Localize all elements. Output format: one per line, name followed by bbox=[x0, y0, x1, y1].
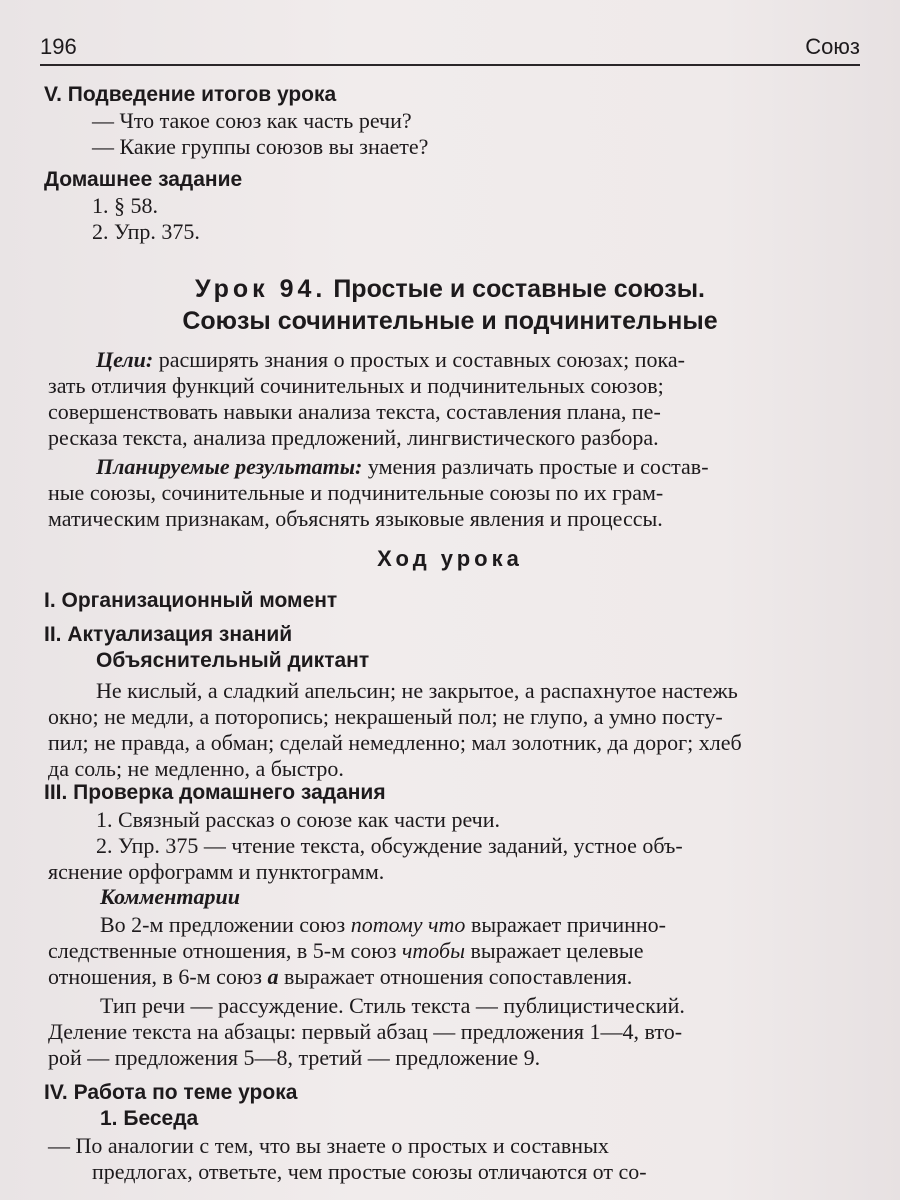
dictation-line-4: да соль; не медленно, а быстро. bbox=[48, 756, 344, 781]
conjunction-chtoby: чтобы bbox=[401, 938, 465, 963]
homework-heading: Домашнее задание bbox=[44, 168, 243, 191]
comment-line-6: рой — предложения 5—8, третий — предложение 9. bbox=[48, 1045, 541, 1070]
course-heading: Ход урока bbox=[377, 546, 523, 571]
work-line-1: — По аналогии с тем, что вы знаете о простых и составных bbox=[48, 1133, 609, 1158]
check-item-2b: яснение орфограмм и пунктограмм. bbox=[48, 859, 385, 884]
header-rule bbox=[40, 64, 860, 66]
work-subheading: 1. Беседа bbox=[100, 1107, 199, 1130]
comment-1a-post: выражает причинно- bbox=[465, 912, 666, 937]
goals-line-2: зать отличия функций сочинительных и подчинительных союзов; bbox=[48, 373, 664, 398]
homework-item-2: 2. Упр. 375. bbox=[92, 219, 200, 244]
results-label: Планируемые результаты: bbox=[96, 454, 363, 479]
comment-1a-pre: Во 2-м предложении союз bbox=[100, 912, 351, 937]
comment-line-1 bbox=[100, 912, 868, 938]
check-heading: III. Проверка домашнего задания bbox=[44, 781, 386, 804]
goals-text-1: расширять знания о простых и составных союзах; пока- bbox=[158, 347, 686, 372]
results-line-1 bbox=[48, 454, 868, 480]
homework-item-1: 1. § 58. bbox=[92, 193, 158, 218]
results-line-2: ные союзы, сочинительные и подчинительные союзы по их грам- bbox=[48, 480, 664, 505]
lesson-title-2: Союзы сочинительные и подчинительные bbox=[182, 307, 718, 335]
results-line-3: матическим признакам, объяснять языковые явления и процессы. bbox=[48, 506, 663, 531]
running-title: Союз bbox=[805, 34, 860, 59]
dictation-line-1: Не кислый, а сладкий апельсин; не закрытое, а распахнутое настежь bbox=[96, 678, 738, 703]
results-text-1: умения различать простые и состав- bbox=[367, 454, 709, 479]
goals-line-3: совершенствовать навыки анализа текста, составления плана, пе- bbox=[48, 399, 661, 424]
comment-1b-post: выражает целевые bbox=[464, 938, 644, 963]
comment-1c-post: выражает отношения сопоставления. bbox=[278, 964, 633, 989]
dictation-line-3: пил; не правда, а обман; сделай немедленно; мал золотник, да дорог; хлеб bbox=[48, 730, 742, 755]
org-heading: I. Организационный момент bbox=[44, 589, 338, 612]
goals-label: Цели: bbox=[96, 347, 154, 372]
work-line-2: предлогах, ответьте, чем простые союзы отличаются от со- bbox=[92, 1159, 647, 1184]
lesson-title-1: Простые и составные союзы. bbox=[333, 275, 705, 303]
comment-line-3 bbox=[48, 964, 868, 990]
comment-1b-pre: следственные отношения, в 5-м союз bbox=[48, 938, 402, 963]
comment-1c-pre: отношения, в 6-м союз bbox=[48, 964, 268, 989]
lesson-title-line-1 bbox=[40, 274, 860, 304]
work-heading: IV. Работа по теме урока bbox=[44, 1081, 298, 1104]
actual-subheading: Объяснительный диктант bbox=[96, 649, 370, 672]
comment-line-4: Тип речи — рассуждение. Стиль текста — публицистический. bbox=[100, 993, 685, 1018]
summary-question-2: — Какие группы союзов вы знаете? bbox=[92, 134, 429, 159]
dictation-line-2: окно; не медли, а поторопись; некрашеный пол; не глупо, а умно посту- bbox=[48, 704, 723, 729]
actual-heading: II. Актуализация знаний bbox=[44, 623, 293, 646]
summary-question-1: — Что такое союз как часть речи? bbox=[92, 108, 412, 133]
conjunction-a: а bbox=[267, 964, 279, 989]
page-header bbox=[40, 34, 860, 64]
conjunction-potomu-chto: потому что bbox=[350, 912, 466, 937]
check-item-1: 1. Связный рассказ о союзе как части речи. bbox=[96, 807, 501, 832]
comment-line-5: Деление текста на абзацы: первый абзац — предложения 1—4, вто- bbox=[48, 1019, 683, 1044]
lesson-label: Урок 94. bbox=[195, 275, 327, 303]
comments-label: Комментарии bbox=[100, 884, 240, 909]
check-item-2a: 2. Упр. 375 — чтение текста, обсуждение заданий, устное объ- bbox=[96, 833, 683, 858]
summary-heading: V. Подведение итогов урока bbox=[44, 83, 337, 106]
goals-line-4: ресказа текста, анализа предложений, лингвистического разбора. bbox=[48, 425, 659, 450]
goals-line-1 bbox=[48, 347, 868, 373]
page-number: 196 bbox=[40, 34, 77, 59]
comment-line-2 bbox=[48, 938, 868, 964]
